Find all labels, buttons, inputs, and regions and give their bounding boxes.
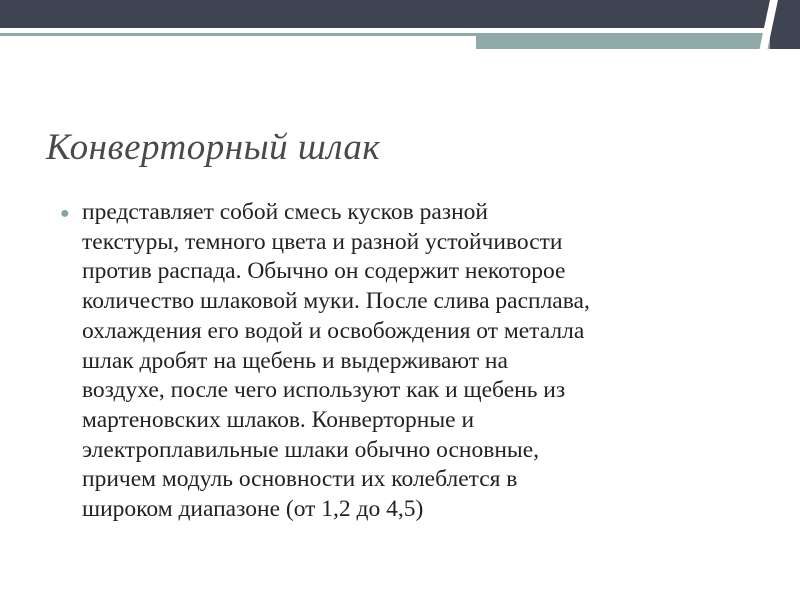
header-teal-block — [476, 36, 800, 49]
bullet-text-line: представляет собой смесь кусков разной — [82, 199, 488, 225]
bullet-item — [60, 198, 760, 525]
bullet-text-line: воздухе, после чего используют как и щебень из — [82, 377, 566, 404]
bullet-dot-icon: ● — [60, 205, 70, 222]
bullet-text-line: количество шлаковой муки. После слива расплава, — [82, 288, 590, 315]
bullet-text-line: текстуры, темного цвета и разной устойчивости — [82, 228, 563, 255]
bullet-text-line: причем модуль основности их колеблется в — [82, 466, 518, 493]
slide-title: Конверторный шлак — [46, 127, 381, 168]
bullet-text-line: против распада. Обычно он содержит некоторое — [82, 258, 566, 285]
bullet-text-line: охлаждения его водой и освобождения от металла — [82, 317, 585, 344]
bullet-text-line: электроплавильные шлаки обычно основные, — [82, 436, 539, 463]
bullet-text-line: шлак дробят на щебень и выдерживают на — [82, 347, 508, 374]
header-dark-bar — [0, 0, 800, 28]
bullet-text-line: широком диапазоне (от 1,2 до 4,5) — [82, 496, 424, 523]
bullet-text-line: мартеновских шлаков. Конверторные и — [82, 406, 475, 433]
bullet-list — [60, 198, 760, 525]
